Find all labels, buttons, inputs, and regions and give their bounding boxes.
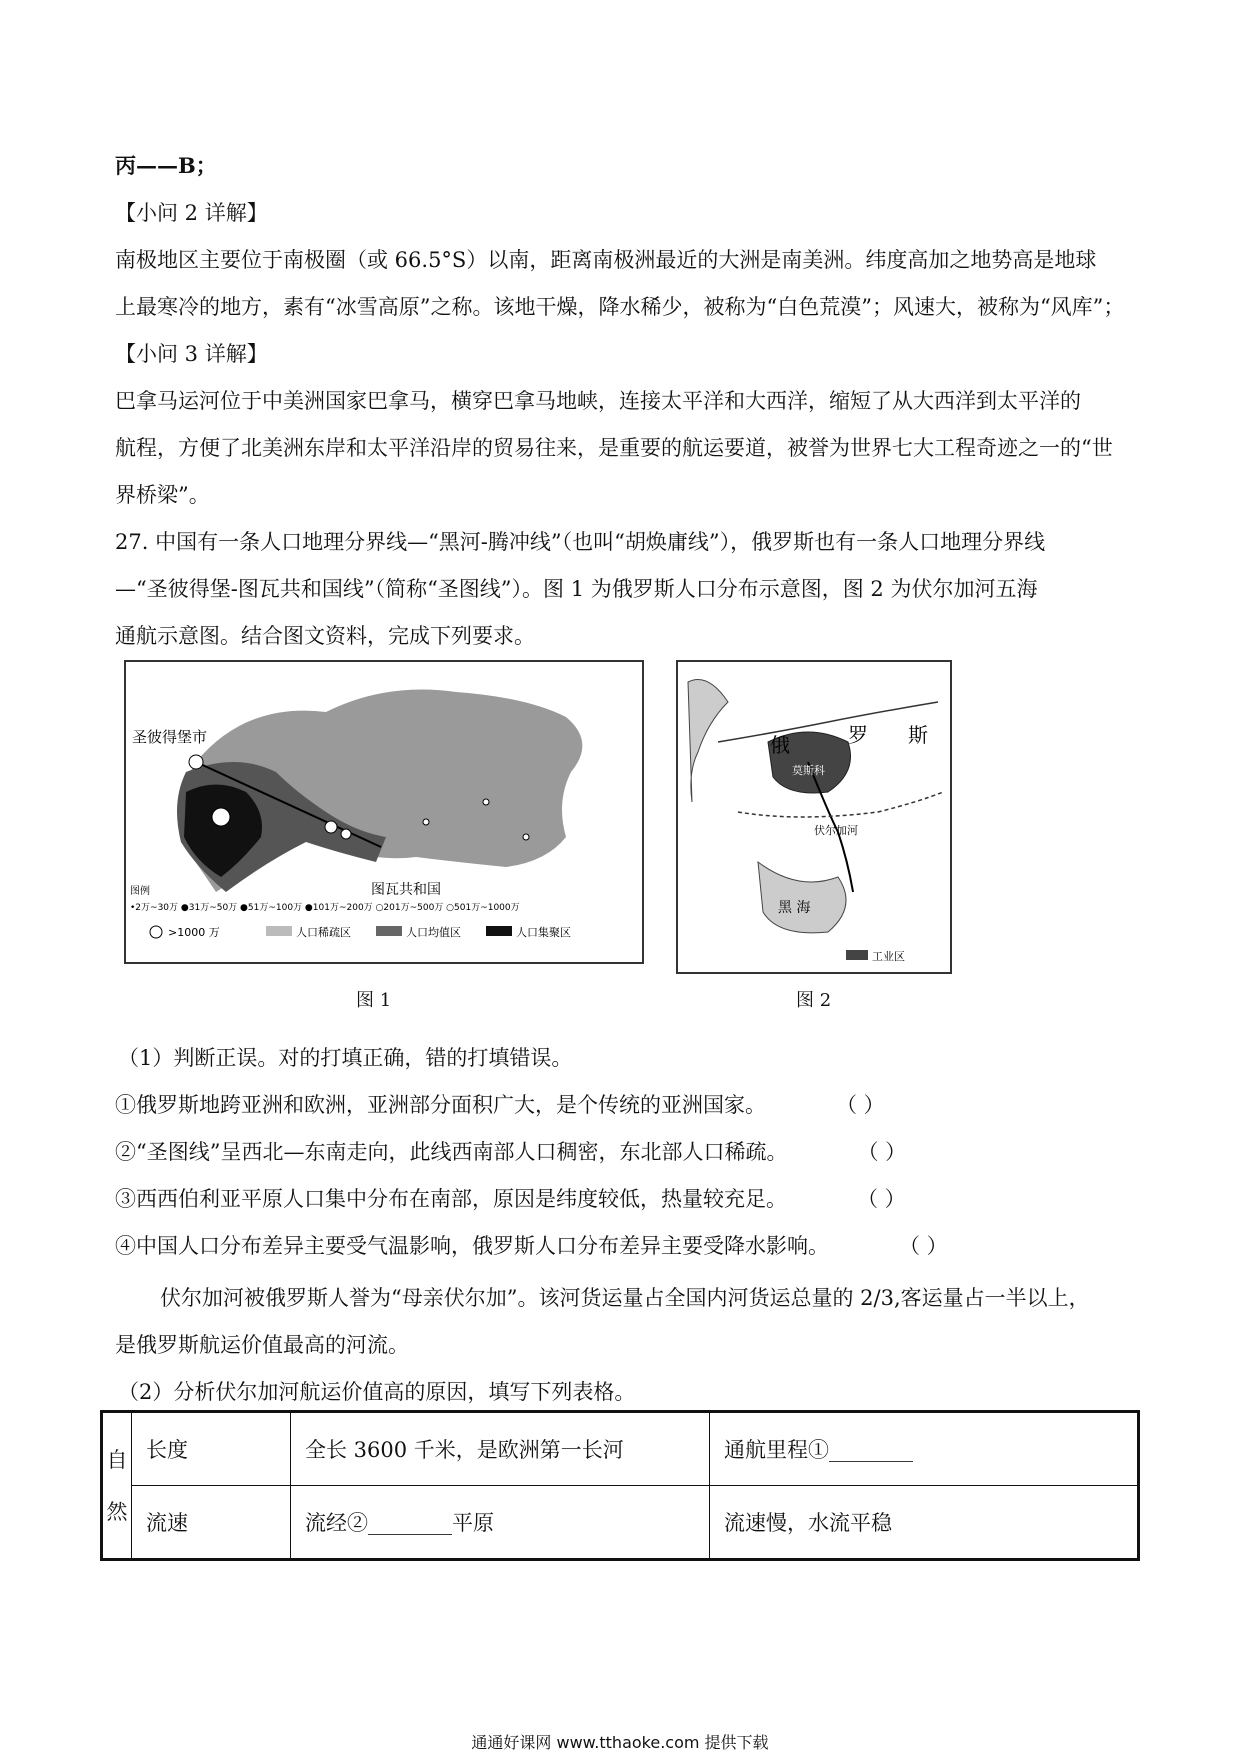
table-cell-fill-in[interactable]: 流经②________平原 xyxy=(291,1486,710,1560)
volga-map-graphic xyxy=(678,662,950,972)
figure-2-caption: 图 2 xyxy=(796,990,832,1011)
label-e: 俄 xyxy=(770,733,790,757)
answer-blank-1[interactable]: （ ） xyxy=(836,1093,885,1117)
table-cell-fill-in[interactable]: 通航里程①________ xyxy=(710,1412,1139,1486)
paragraph-line: 界桥梁”。 xyxy=(115,483,210,507)
answer-blank-2[interactable]: （ ） xyxy=(857,1140,907,1164)
tuva-label: 图瓦共和国 xyxy=(371,882,441,898)
table-cell: 流速 xyxy=(132,1486,291,1560)
figure-1-population-map xyxy=(124,660,644,964)
table-cell: 流速慢，水流平稳 xyxy=(710,1486,1139,1560)
category-cell: 自 然 xyxy=(102,1412,132,1560)
legend-city-sizes: •2万~30万 ●31万~50万 ●51万~100万 ●101万~200万 ○201万~500万 ○501万~1000万 xyxy=(130,903,520,913)
label-luo: 罗 xyxy=(848,723,868,747)
legend-dense: 人口集聚区 xyxy=(516,926,571,939)
analysis-table xyxy=(100,1410,1140,1561)
table-row xyxy=(102,1486,1139,1560)
statement-4: ④中国人口分布差异主要受气温影响，俄罗斯人口分布差异主要受降水影响。 （ ） xyxy=(115,1230,948,1260)
paragraph-line: 南极地区主要位于南极圈（或 66.5°S）以南，距离南极洲最近的大洲是南美洲。纬度高加之地势高是地球 xyxy=(115,248,1097,272)
statement-1: ①俄罗斯地跨亚洲和欧洲，亚洲部分面积广大，是个传统的亚洲国家。 （ ） xyxy=(115,1089,885,1119)
legend-megacity: >1000 万 xyxy=(168,926,220,939)
question-27-line: —“圣彼得堡-图瓦共和国线”（简称“圣图线”）。图 1 为俄罗斯人口分布示意图，图 2 为伏尔加河五海 xyxy=(115,577,1038,601)
answer-line: 丙——B； xyxy=(115,153,217,178)
st-petersburg-label: 圣彼得堡市 xyxy=(132,728,208,746)
answer-blank-3[interactable]: （ ） xyxy=(857,1187,906,1211)
legend-industry: 工业区 xyxy=(872,950,905,963)
subquestion-3-heading: 【小问 3 详解】 xyxy=(115,342,268,366)
table-cell: 长度 xyxy=(132,1412,291,1486)
russia-map-graphic xyxy=(126,662,642,962)
black-sea-label: 黑 海 xyxy=(778,900,811,916)
paragraph-line: 上最寒冷的地方，素有“冰雪高原”之称。该地干燥，降水稀少，被称为“白色荒漠”；风速大，被称为“风库”； xyxy=(115,295,1125,319)
paragraph-line: 巴拿马运河位于中美洲国家巴拿马，横穿巴拿马地峡，连接太平洋和大西洋，缩短了从大西洋到太平洋的 xyxy=(115,389,1081,413)
legend-even: 人口均值区 xyxy=(406,926,461,939)
moscow-label: 莫斯科 xyxy=(792,764,825,777)
statement-2: ②“圣图线”呈西北—东南走向，此线西南部人口稠密，东北部人口稀疏。 （ ） xyxy=(115,1136,906,1166)
question-27-line: 通航示意图。结合图文资料，完成下列要求。 xyxy=(115,624,535,648)
question-27-line: 27. 中国有一条人口地理分界线—“黑河-腾冲线”（也叫“胡焕庸线”），俄罗斯也有一条人口地理分界线 xyxy=(115,530,1046,554)
legend-sparse: 人口稀疏区 xyxy=(296,926,351,939)
figure-2-volga-map xyxy=(676,660,952,974)
figure-1-caption: 图 1 xyxy=(356,990,392,1011)
table-cell: 全长 3600 千米，是欧洲第一长河 xyxy=(291,1412,710,1486)
part-2-instructions: （2）分析伏尔加河航运价值高的原因，填写下列表格。 xyxy=(118,1380,636,1404)
label-si: 斯 xyxy=(908,723,928,747)
legend-title: 图例 xyxy=(130,886,150,897)
footer-watermark: 通通好课网 www.tthaoke.com 提供下载 xyxy=(471,1733,769,1752)
subquestion-2-heading: 【小问 2 详解】 xyxy=(115,201,268,225)
paragraph-line: 航程，方便了北美洲东岸和太平洋沿岸的贸易往来，是重要的航运要道，被誉为世界七大工程奇迹之一的“世 xyxy=(115,436,1113,460)
passage-line: 伏尔加河被俄罗斯人誉为“母亲伏尔加”。该河货运量占全国内河货运总量的 2/3,客运量占一半以上， xyxy=(160,1286,1090,1310)
volga-label: 伏尔加河 xyxy=(814,824,858,837)
passage-line: 是俄罗斯航运价值最高的河流。 xyxy=(115,1333,409,1357)
answer-blank-4[interactable]: （ ） xyxy=(899,1234,948,1258)
statement-3: ③西西伯利亚平原人口集中分布在南部，原因是纬度较低，热量较充足。 （ ） xyxy=(115,1183,906,1213)
part-1-instructions: （1）判断正误。对的打填正确，错的打填错误。 xyxy=(118,1046,573,1070)
table-row xyxy=(102,1412,1139,1486)
